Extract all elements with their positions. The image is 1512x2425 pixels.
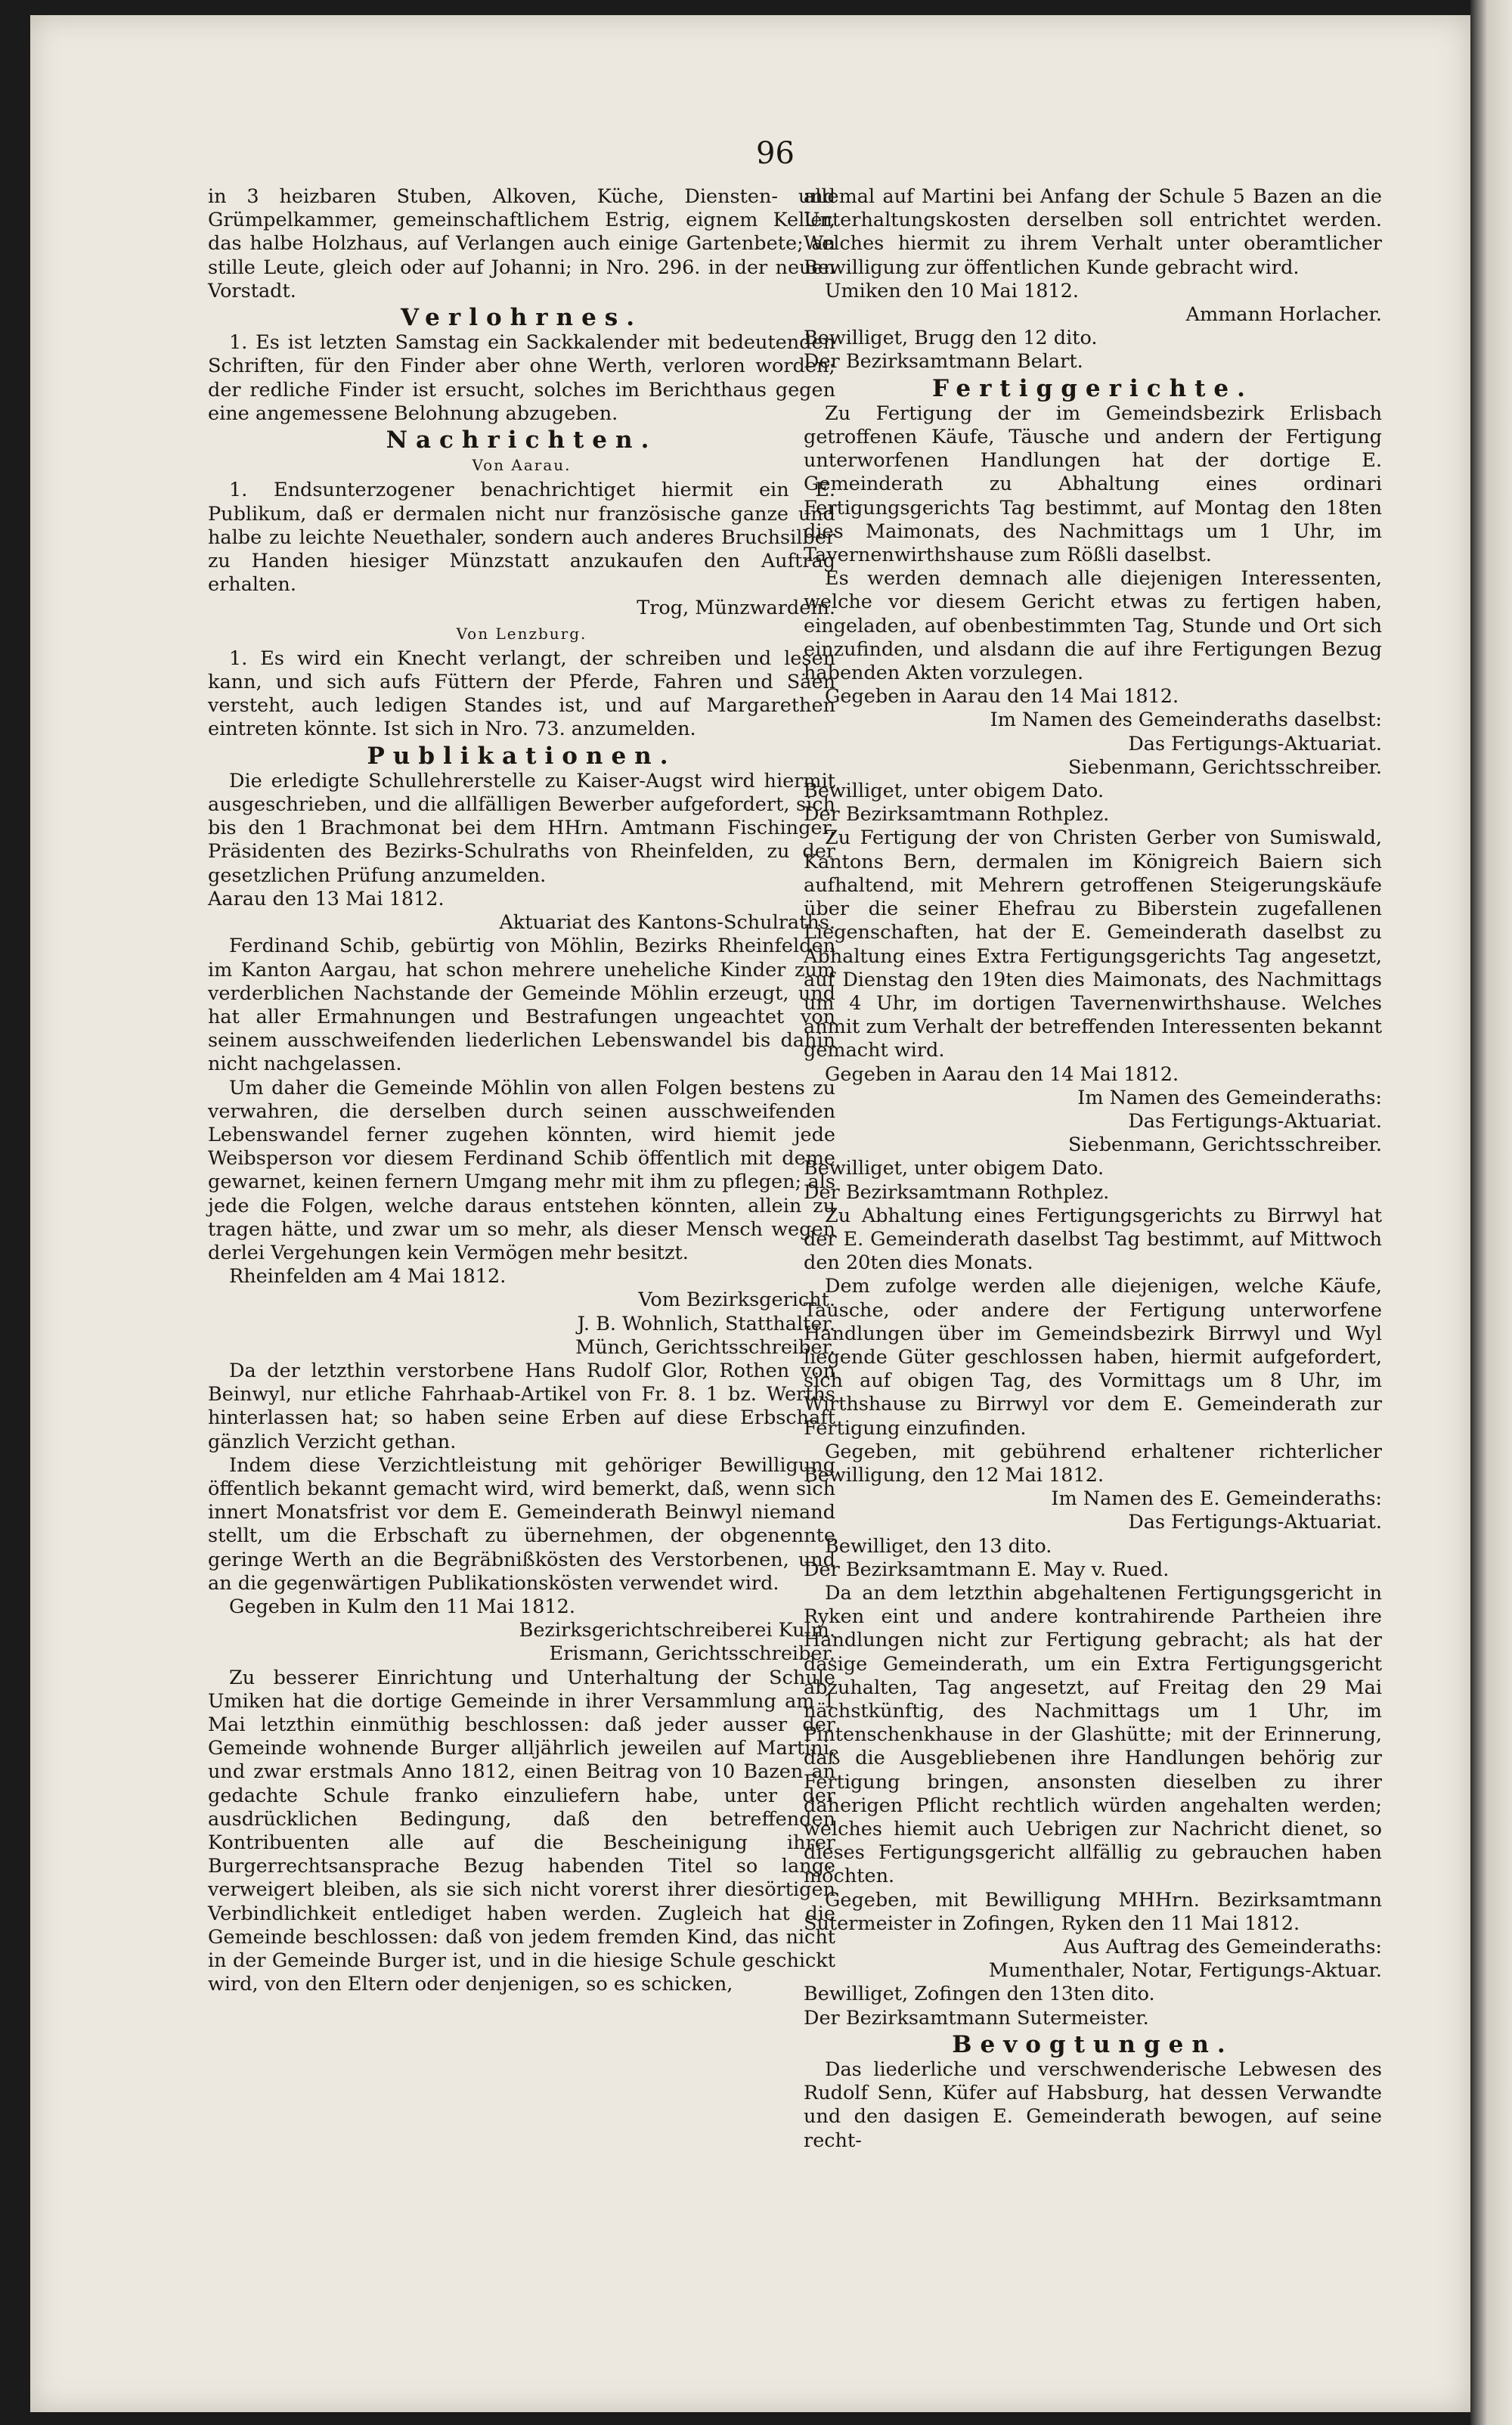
- page-number: 96: [756, 136, 795, 171]
- paragraph: 1. Endsunterzogener benachrichtiget hiermit ein E. Publikum, daß er dermalen nicht nur französische ganze und halbe zu leichte Neuethaler, sondern auch anderes Bruchsilber zu Handen hiesiger Münzstatt anzukaufen den Auftrag erhalten.: [208, 479, 835, 597]
- signature: Im Namen des Gemeinderaths:: [1077, 1086, 1382, 1109]
- paragraph: Gegeben, mit Bewilligung MHHrn. Bezirksamtmann Sutermeister in Zofingen, Ryken den 11 Mai 1812.: [804, 1888, 1382, 1935]
- right-column: [804, 185, 1382, 2153]
- left-column: [208, 185, 835, 1996]
- approval-line: Bewilliget, Brugg den 12 dito.: [804, 327, 1098, 350]
- approval-line: Der Bezirksamtmann E. May v. Rued.: [804, 1558, 1170, 1581]
- page-edge: [1470, 0, 1512, 2425]
- section-heading: Bevogtungen.: [952, 2030, 1234, 2058]
- section-heading: Nachrichten.: [386, 426, 658, 454]
- paragraph: Um daher die Gemeinde Möhlin von allen Folgen bestens zu verwahren, die derselben durch seinen ausschweifenden Lebenswandel ferner zugehen könnten, wird hiemit jede Weibsperson vor diesem Ferdinand Schib öffentlich mit deme gewarnet, keinen fernern Umgang mehr mit ihm zu pflegen; als jede die Folgen, welche daraus entstehen könnten, allein zu tragen hätte, und zwar um so mehr, als dieser Mensch wegen derlei Vergehungen kein Vermögen mehr besitzt.: [208, 1076, 835, 1264]
- paragraph: Da an dem letzthin abgehaltenen Fertigungsgericht in Ryken eint und andere kontrahirende Partheien ihre Handlungen nicht zur Fertigung gebracht; als hat der dasige Gemeinderath, um ein Extra Fertigungsgericht abzuhalten, Tag angesetzt, auf Freitag den 29 Mai nächstkünftig, des Nachmittags um 1 Uhr, im Pintenschenkhause in der Glashütte; mit der Erinnerung, daß die Ausgebliebenen ihre Handlungen behörig zur Fertigung bringen, ansonsten dieselben zu ihrer daherigen Pflicht rechtlich würden angehalten werden; welches hiemit auch Uebrigen zur Nachricht dienet, so dieses Fertigungsgericht allfällig zu gebrauchen haben möchten.: [804, 1581, 1382, 1888]
- date-line: Rheinfelden am 4 Mai 1812.: [229, 1265, 507, 1288]
- signature: Mumenthaler, Notar, Fertigungs-Aktuar.: [988, 1959, 1382, 1983]
- paragraph: Gegeben, mit gebührend erhaltener richterlicher Bewilligung, den 12 Mai 1812.: [804, 1440, 1382, 1487]
- signature: J. B. Wohnlich, Statthalter.: [577, 1312, 835, 1335]
- paragraph: 1. Es ist letzten Samstag ein Sackkalender mit bedeutenden Schriften, für den Finder aber ohne Werth, verloren worden; der redliche Finder ist ersucht, solches im Berichthaus gegen eine angemessene Belohnung abzugeben.: [208, 331, 835, 425]
- signature: Münch, Gerichtsschreiber.: [575, 1335, 835, 1359]
- signature: Ammann Horlacher.: [1185, 303, 1382, 327]
- signature: Vom Bezirksgericht.: [638, 1288, 835, 1312]
- approval-line: Bewilliget, unter obigem Dato.: [804, 1157, 1105, 1180]
- approval-line: Der Bezirksamtmann Rothplez.: [804, 1180, 1110, 1204]
- signature: Aktuariat des Kantons-Schulraths.: [499, 911, 835, 935]
- signature: Das Fertigungs-Aktuariat.: [1128, 1109, 1382, 1133]
- signature: Bezirksgerichtschreiberei Kulm.: [519, 1619, 835, 1642]
- approval-line: Der Bezirksamtmann Sutermeister.: [804, 2006, 1149, 2030]
- date-line: Aarau den 13 Mai 1812.: [208, 887, 445, 910]
- paragraph: Ferdinand Schib, gebürtig von Möhlin, Bezirks Rheinfelden im Kanton Aargau, hat schon mehrere uneheliche Kinder zum verderblichen Nachstande der Gemeinde Möhlin erzeugt, und hat aller Ermahnungen und Bestrafungen ungeachtet von seinem ausschweifenden liederlichen Lebenswandel bis dahin nicht nachgelassen.: [208, 935, 835, 1076]
- paragraph: Zu Abhaltung eines Fertigungsgerichts zu Birrwyl hat der E. Gemeinderath daselbst Tag bestimmt, auf Mittwoch den 20ten dies Monats.: [804, 1204, 1382, 1275]
- paragraph: in 3 heizbaren Stuben, Alkoven, Küche, Diensten- und Grümpelkammer, gemeinschaftlichem Estrig, eignem Keller, das halbe Holzhaus, auf Verlangen auch einige Gartenbete; an stille Leute, gleich oder auf Johanni; in Nro. 296. in der neuen Vorstadt.: [208, 185, 835, 302]
- signature: Aus Auftrag des Gemeinderaths:: [1063, 1936, 1382, 1959]
- section-heading: Verlohrnes.: [400, 304, 643, 332]
- signature: Das Fertigungs-Aktuariat.: [1128, 732, 1382, 755]
- date-line: Gegeben in Aarau den 14 Mai 1812.: [825, 685, 1179, 709]
- approval-line: Bewilliget, Zofingen den 13ten dito.: [804, 1983, 1155, 2006]
- subheading: Von Lenzburg.: [456, 624, 587, 643]
- signature: Siebenmann, Gerichtsschreiber.: [1068, 1133, 1382, 1157]
- approval-line: Bewilliget, unter obigem Dato.: [804, 780, 1105, 803]
- paragraph: Das liederliche und verschwenderische Lebwesen des Rudolf Senn, Küfer auf Habsburg, hat dessen Verwandte und den dasigen E. Gemeinderath bewogen, auf seine recht-: [804, 2058, 1382, 2152]
- paragraph: Indem diese Verzichtleistung mit gehöriger Bewilligung öffentlich bekannt gemacht wird, wird bemerkt, daß, wenn sich innert Monatsfrist vor dem E. Gemeinderath Beinwyl niemand stellt, um die Erbschaft zu übernehmen, der obgenennte geringe Werth an die Begräbnißkösten des Verstorbenen, und an die gegenwärtigen Publikationskösten verwendet wird.: [208, 1453, 835, 1595]
- approval-line: Der Bezirksamtmann Rothplez.: [804, 803, 1110, 826]
- section-heading: Publikationen.: [367, 742, 677, 770]
- paragraph: Zu Fertigung der von Christen Gerber von Sumiswald, Kantons Bern, dermalen im Königreich Baiern sich aufhaltend, mit Mehrern getroffenen Steigerungskäufe über die seiner Ehefrau zu Biberstein zugefallenen Liegenschaften, hat der E. Gemeinderath daselbst zu Abhaltung eines Extra Fertigungsgerichts Tag angesetzt, auf Dienstag den 19ten dies Maimonats, des Nachmittags um 4 Uhr, im dortigen Tavernenwirthshause. Welches anmit zum Verhalt der betreffenden Interessenten bekannt gemacht wird.: [804, 826, 1382, 1062]
- paragraph: Die erledigte Schullehrerstelle zu Kaiser-Augst wird hiermit ausgeschrieben, und die allfälligen Bewerber aufgefordert, sich bis den 1 Brachmonat bei dem HHrn. Amtmann Fischinger, Präsidenten des Bezirks-Schulraths von Rheinfelden, zu der gesetzlichen Prüfung anzumelden.: [208, 769, 835, 887]
- paragraph: 1. Es wird ein Knecht verlangt, der schreiben und lesen kann, und sich aufs Füttern der Pferde, Fahren und Säen versteht, auch ledigen Standes ist, und auf Margarethen eintreten könnte. Ist sich in Nro. 73. anzumelden.: [208, 647, 835, 741]
- paragraph: Da der letzthin verstorbene Hans Rudolf Glor, Rothen von Beinwyl, nur etliche Fahrhaab-Artikel von Fr. 8. 1 bz. Werths hinterlassen hat; so haben seine Erben auf diese Erbschaft gänzlich Verzicht gethan.: [208, 1359, 835, 1453]
- signature: Im Namen des E. Gemeinderaths:: [1051, 1487, 1382, 1511]
- paragraph: Zu besserer Einrichtung und Unterhaltung der Schule Umiken hat die dortige Gemeinde in ihrer Versammlung am 1 Mai letzthin einmüthig beschlossen: daß jeder ausser der Gemeinde wohnende Burger alljährlich jeweilen auf Martini, und zwar erstmals Anno 1812, einen Beitrag von 10 Bazen an gedachte Schule franko einzuliefern habe, unter der ausdrücklichen Bedingung, daß den betreffenden Kontribuenten alle auf die Bescheinigung ihrer Burgerrechtsansprache Bezug habenden Titel so lange verweigert bleiben, als sie sich nicht vorerst ihrer diesörtigen Verbindlichkeit entlediget haben werden. Zugleich hat die Gemeinde beschlossen: daß von jedem fremden Kind, das nicht in der Gemeinde Burger ist, und in die hiesige Schule geschickt wird, von den Eltern oder denjenigen, so es schicken,: [208, 1666, 835, 1996]
- paragraph: Zu Fertigung der im Gemeindsbezirk Erlisbach getroffenen Käufe, Täusche und andern der Fertigung unterworfenen Handlungen hat der dortige E. Gemeinderath zu Abhaltung eines ordinari Fertigungsgerichts Tag bestimmt, auf Montag den 18ten dies Maimonats, des Nachmittags um 1 Uhr, im Tavernenwirthshause zum Rößli daselbst.: [804, 402, 1382, 567]
- signature: Trog, Münzwardein.: [637, 597, 835, 620]
- paragraph: Es werden demnach alle diejenigen Interessenten, welche vor diesem Gericht etwas zu fertigen haben, eingeladen, auf obenbestimmten Tag, Stunde und Ort sich einzufinden, und alsdann die auf ihre Fertigungen Bezug habenden Akten vorzulegen.: [804, 567, 1382, 685]
- date-line: Gegeben in Kulm den 11 Mai 1812.: [229, 1595, 575, 1618]
- section-heading: Fertiggerichte.: [932, 374, 1253, 402]
- signature: Erismann, Gerichtsschreiber.: [549, 1642, 835, 1666]
- approval-line: Bewilliget, den 13 dito.: [825, 1534, 1052, 1558]
- signature: Siebenmann, Gerichtsschreiber.: [1068, 755, 1382, 779]
- date-line: Umiken den 10 Mai 1812.: [825, 279, 1079, 302]
- signature: Im Namen des Gemeinderaths daselbst:: [990, 709, 1382, 732]
- paragraph: Dem zufolge werden alle diejenigen, welche Käufe, Tausche, oder andere der Fertigung unterworfene Handlungen über im Gemeindsbezirk Birrwyl und Wyl liegende Güter geschlossen haben, hiermit aufgefordert, sich auf obigen Tag, des Vormittags um 8 Uhr, im Wirthshause zu Birrwyl vor dem E. Gemeinderath zur Fertigung einzufinden.: [804, 1275, 1382, 1440]
- signature: Das Fertigungs-Aktuariat.: [1128, 1511, 1382, 1534]
- paragraph: allemal auf Martini bei Anfang der Schule 5 Bazen an die Unterhaltungskosten derselben soll entrichtet werden. Welches hiermit zu ihrem Verhalt unter oberamtlicher Bewilligung zur öffentlichen Kunde gebracht wird.: [804, 185, 1382, 279]
- subheading: Von Aarau.: [472, 456, 572, 475]
- date-line: Gegeben in Aarau den 14 Mai 1812.: [825, 1062, 1179, 1086]
- approval-line: Der Bezirksamtmann Belart.: [804, 350, 1083, 374]
